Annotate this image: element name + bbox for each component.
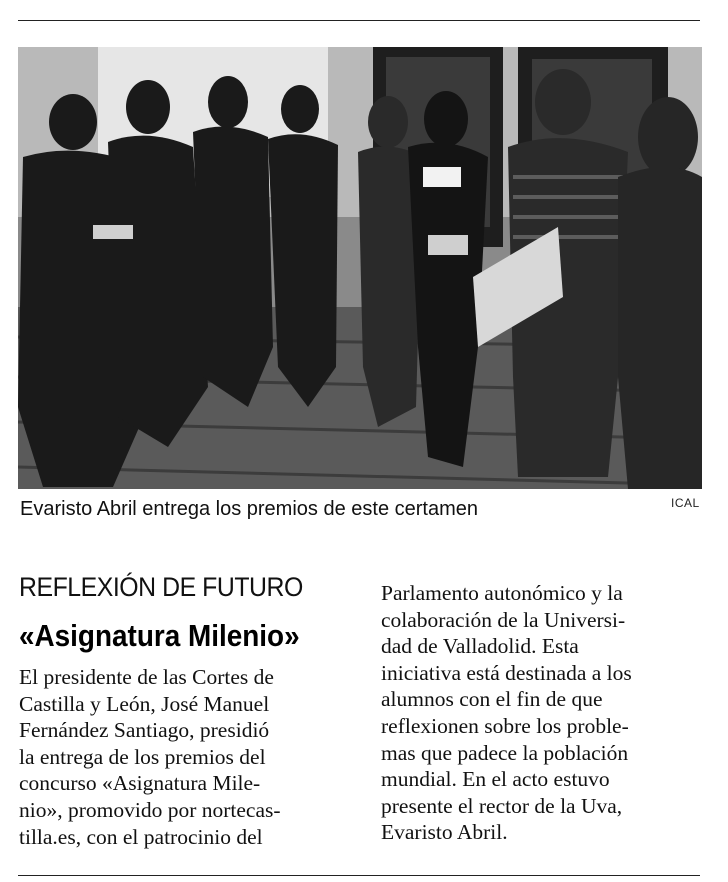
- body-line: presente el rector de la Uva,: [381, 793, 623, 818]
- body-line: Evaristo Abril.: [381, 820, 508, 845]
- bottom-rule: [18, 875, 700, 876]
- news-photo: [18, 47, 702, 489]
- body-line: la entrega de los premios del: [19, 744, 266, 769]
- body-column-left: [19, 664, 281, 850]
- body-line: Castilla y León, José Manuel: [19, 691, 270, 716]
- body-line: dad de Valladolid. Esta: [381, 634, 579, 659]
- body-line: mundial. En el acto estuvo: [381, 767, 610, 792]
- body-line: concurso «Asignatura Mile-: [19, 771, 261, 796]
- body-line: tilla.es, con el patrocinio del: [19, 824, 263, 849]
- body-line: Fernández Santiago, presidió: [19, 718, 270, 743]
- body-line: iniciativa está destinada a los: [381, 660, 632, 685]
- top-rule: [18, 20, 700, 21]
- body-line: mas que padece la población: [381, 740, 629, 765]
- photo-credit: ICAL: [671, 496, 700, 510]
- body-line: El presidente de las Cortes de: [19, 665, 274, 689]
- photo-illustration: [18, 47, 702, 489]
- body-line: Parlamento autonómico y la: [381, 581, 623, 605]
- body-line: reflexionen sobre los proble-: [381, 713, 629, 738]
- body-column-right: [381, 580, 632, 846]
- section-label: REFLEXIÓN DE FUTURO: [19, 572, 303, 602]
- body-line: colaboración de la Universi-: [381, 607, 626, 632]
- body-line: alumnos con el fin de que: [381, 687, 603, 712]
- headline: «Asignatura Milenio»: [19, 618, 300, 653]
- photo-caption: Evaristo Abril entrega los premios de este certamen: [20, 498, 478, 520]
- body-line: nio», promovido por nortecas-: [19, 797, 281, 822]
